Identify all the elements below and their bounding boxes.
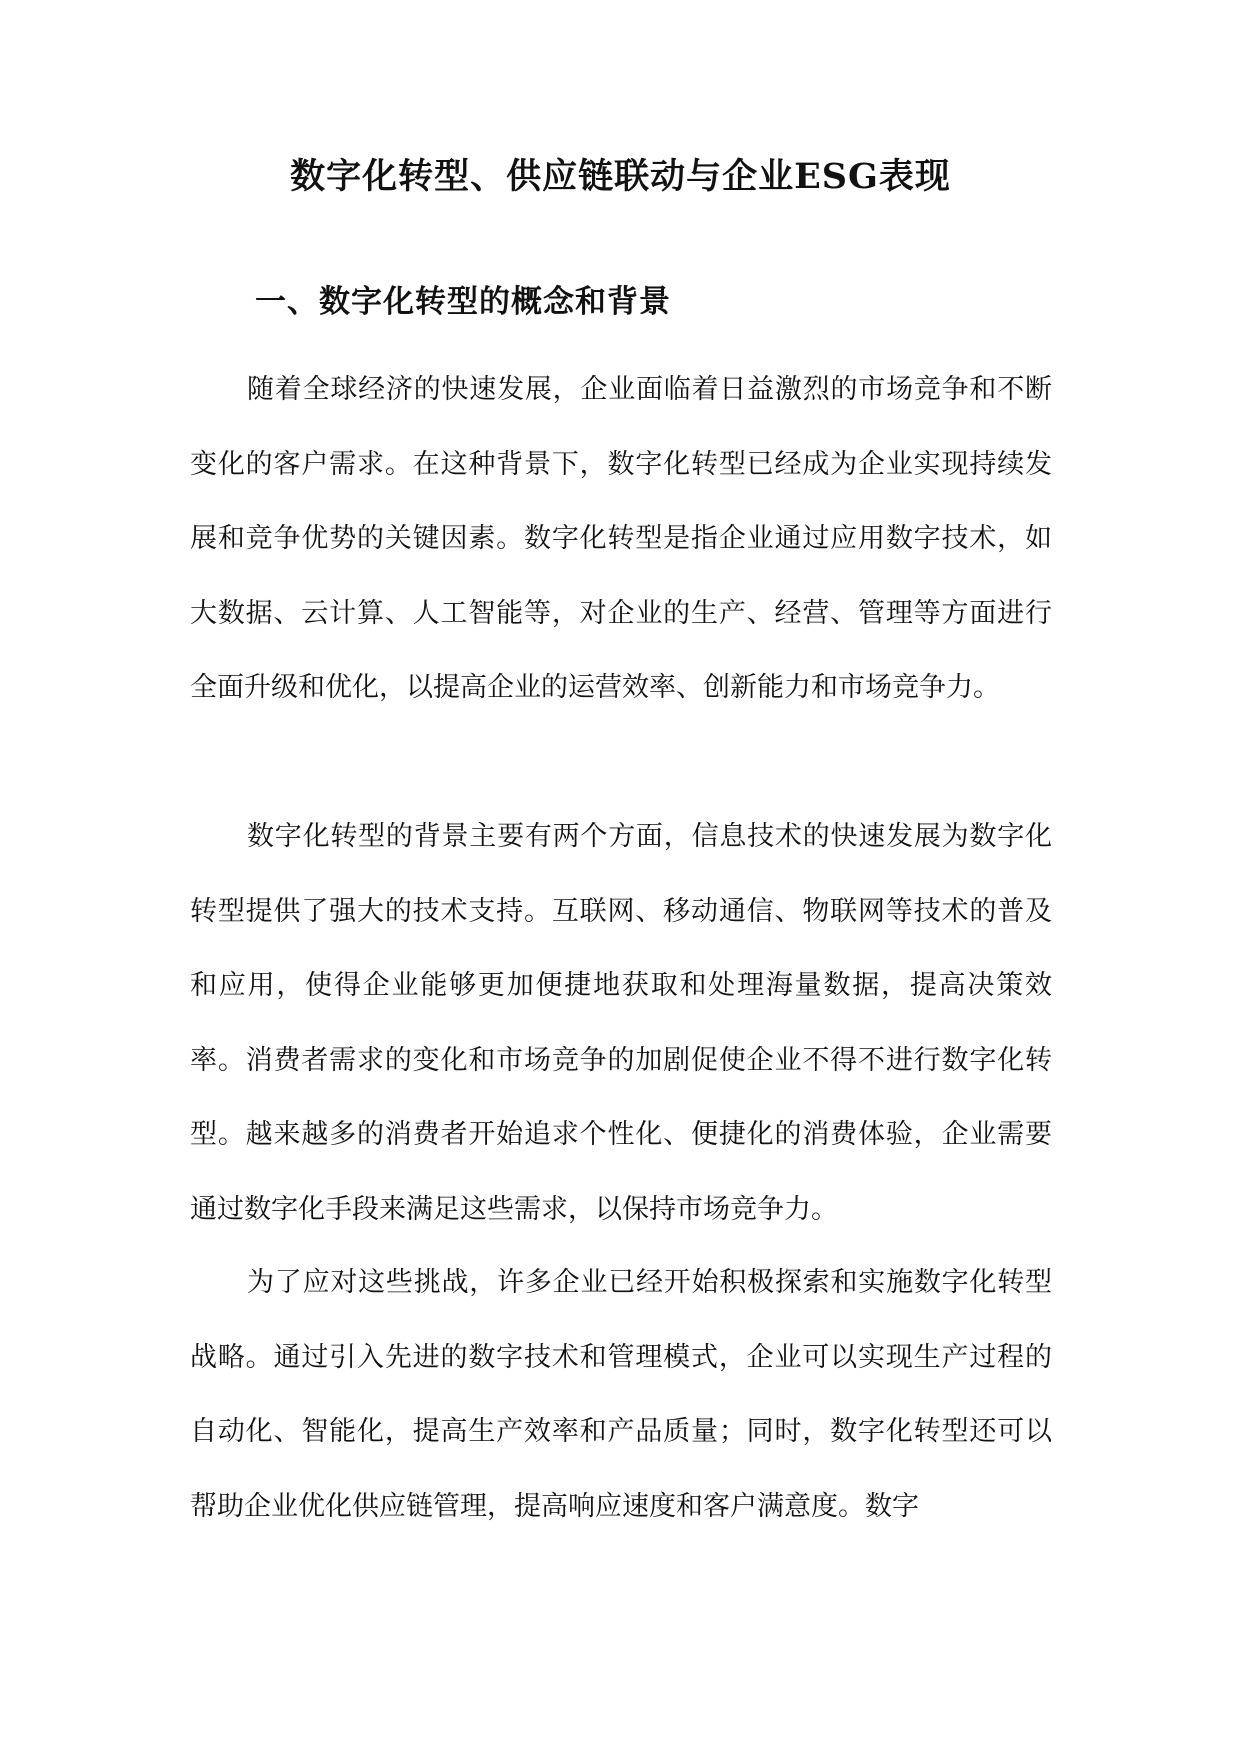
body-paragraph-2: 数字化转型的背景主要有两个方面，信息技术的快速发展为数字化转型提供了强大的技术支持。互联网、移动通信、物联网等技术的普及和应用，使得企业能够更加便捷地获取和处理海量数据，提高决策效率。消费者需求的变化和市场竞争的加剧促使企业不得不进行数字化转型。越来越多的消费者开始追求个性化、便捷化的消费体验，企业需要通过数字化手段来满足这些需求，以保持市场竞争力。 <box>190 821 1052 1225</box>
body-paragraph-3: 为了应对这些挑战，许多企业已经开始积极探索和实施数字化转型战略。通过引入先进的数字技术和管理模式，企业可以实现生产过程的自动化、智能化，提高生产效率和产品质量；同时，数字化转型还可以帮助企业优化供应链管理，提高响应速度和客户满意度。数字 <box>190 1267 1052 1522</box>
document-title: 数字化转型、供应链联动与企业ESG表现 <box>290 156 951 197</box>
section-heading: 一、数字化转型的概念和背景 <box>255 284 671 320</box>
body-paragraph-1: 随着全球经济的快速发展，企业面临着日益激烈的市场竞争和不断变化的客户需求。在这种背景下，数字化转型已经成为企业实现持续发展和竞争优势的关键因素。数字化转型是指企业通过应用数字技术，如大数据、云计算、人工智能等，对企业的生产、经营、管理等方面进行全面升级和优化，以提高企业的运营效率、创新能力和市场竞争力。 <box>190 374 1052 703</box>
